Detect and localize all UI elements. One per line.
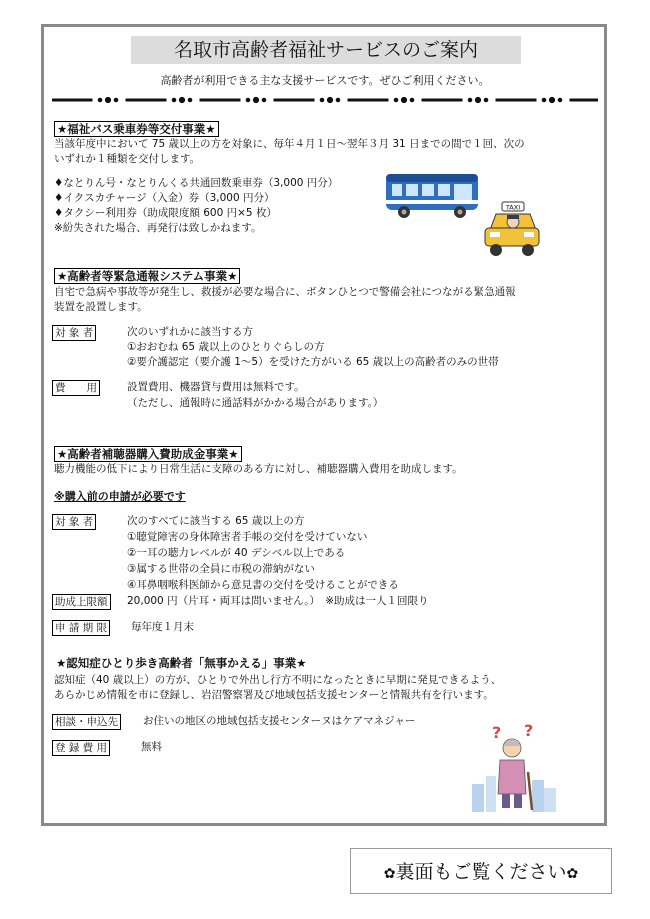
- footer-text: 裏面もご覧ください: [395, 861, 567, 883]
- section1-item: ♦タクシー利用券（助成限度額 600 円×5 枚）: [54, 207, 277, 219]
- page-subtitle: 高齢者が利用できる主な支援サービスです。ぜひご利用ください。: [160, 74, 490, 87]
- section3-note: ※購入前の申請が必要です: [54, 490, 186, 503]
- elderly-person-illustration: [470, 722, 558, 814]
- section1-desc-line1: 当該年度中において 75 歳以上の方を対象に、毎年４月１日～翌年３月 31 日までの間で１回、次の: [54, 138, 525, 150]
- section2-cost-line: （ただし、通報時に通話料がかかる場合があります。）: [127, 397, 384, 409]
- section3-target-line: ③属する世帯の全員に市税の滞納がない: [127, 563, 315, 575]
- section2-cost-label: 費 用: [52, 380, 100, 396]
- section4-heading: ★認知症ひとり歩き高齢者「無事かえる」事業★: [56, 656, 307, 670]
- section3-target-line: ①聴覚障害の身体障害者手帳の交付を受けていない: [127, 531, 368, 543]
- section3-target-line: ②一耳の聴力レベルが 40 デシベル以上である: [127, 547, 346, 559]
- section3-limit-value: 20,000 円（片耳・両耳は問いません。） ※助成は一人１回限り: [127, 595, 429, 607]
- section2-heading: ★高齢者等緊急通報システム事業★: [54, 268, 240, 284]
- section2-desc-line1: 自宅で急病や事故等が発生し、救援が必要な場合に、ボタンひとつで警備会社につながる緊急通報: [54, 286, 516, 298]
- decorative-divider: [52, 94, 598, 106]
- taxi-sign-text: TAXI: [505, 203, 521, 212]
- section4-desc-line1: 認知症（40 歳以上）の方が、ひとりで外出し行方不明になったときに早期に発見できるよう、: [54, 674, 502, 686]
- section3-desc: 聴力機能の低下により日常生活に支障のある方に対し、補聴器購入費用を助成します。: [54, 463, 463, 475]
- question-mark-icon: ?: [524, 722, 534, 740]
- section2-target-line: ①おおむね 65 歳以上のひとりぐらしの方: [127, 341, 325, 353]
- section1-desc-line2: いずれか１種類を交付します。: [54, 153, 201, 165]
- section1-note: ※紛失された場合、再発行は致しかねます。: [54, 222, 262, 234]
- flower-icon: ✿: [383, 866, 396, 882]
- section2-target-line: 次のいずれかに該当する方: [127, 326, 253, 338]
- page-title: 名取市高齢者福祉サービスのご案内: [131, 36, 521, 64]
- section4-desc-line2: あらかじめ情報を市に登録し、岩沼警察署及び地域包括支援センターと情報共有を行います。: [54, 689, 494, 701]
- section2-cost-line: 設置費用、機器貸与費用は無料です。: [127, 381, 305, 393]
- section3-period-value: 毎年度１月末: [131, 621, 194, 633]
- flower-icon: ✿: [566, 866, 579, 882]
- section4-fee-label: 登 録 費 用: [52, 740, 110, 756]
- section1-heading: ★福祉バス乗車券等交付事業★: [54, 121, 219, 137]
- section2-target-line: ②要介護認定（要介護 1～5）を受けた方がいる 65 歳以上の高齢者のみの世帯: [127, 356, 499, 368]
- taxi-illustration: [482, 200, 542, 262]
- question-mark-icon: ?: [492, 723, 502, 742]
- bus-illustration: [384, 170, 480, 220]
- section1-item: ♦なとりん号・なとりんくる共通回数乗車券（3,000 円分）: [54, 177, 339, 189]
- section3-target-label: 対 象 者: [52, 514, 96, 530]
- section2-desc-line2: 装置を設置します。: [54, 301, 148, 313]
- section1-item: ♦イクスカチャージ（入金）券（3,000 円分）: [54, 192, 275, 204]
- section4-fee-value: 無料: [141, 741, 162, 753]
- section2-target-label: 対 象 者: [52, 325, 96, 341]
- section3-period-label: 申 請 期 限: [52, 620, 110, 636]
- section3-heading: ★高齢者補聴器購入費助成金事業★: [54, 446, 242, 462]
- footer-box: [350, 848, 612, 894]
- section3-limit-label: 助成上限額: [52, 594, 111, 610]
- section3-target-line: 次のすべてに該当する 65 歳以上の方: [127, 515, 305, 527]
- section4-contact-label: 相談・申込先: [52, 714, 121, 730]
- section3-target-line: ④耳鼻咽喉科医師から意見書の交付を受けることができる: [127, 579, 399, 591]
- section4-contact-value: お住いの地区の地域包括支援センターヌはケアマネジャー: [143, 715, 416, 727]
